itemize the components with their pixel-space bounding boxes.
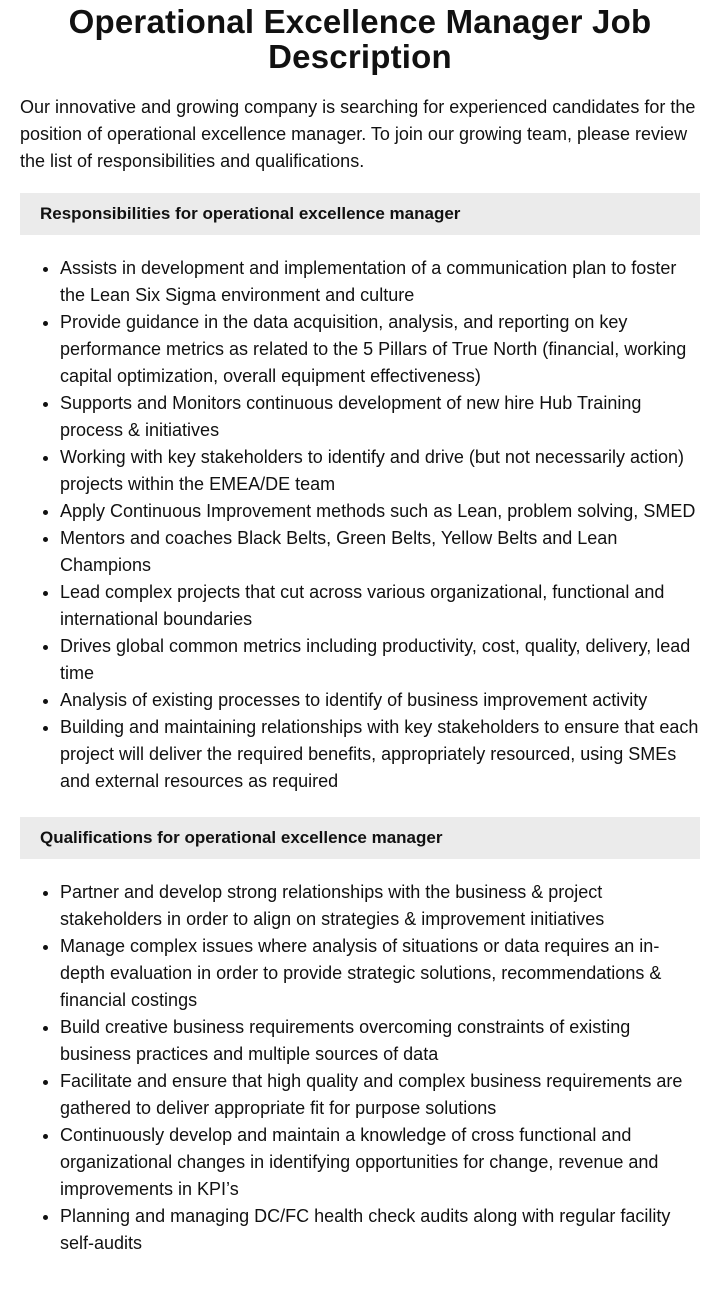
list-item: • Provide guidance in the data acquisition, analysis, and reporting on key performance metrics as related to the 5 Pillars of True North (financial, working capital optimization, overall equipment effectiveness) [60,309,700,390]
responsibilities-heading: Responsibilities for operational excellence manager [20,193,700,235]
qualifications-list [20,879,700,1257]
list-item: • Manage complex issues where analysis of situations or data requires an in-depth evaluation in order to provide strategic solutions, recommendations & financial costings [60,933,700,1014]
list-item: • Assists in development and implementation of a communication plan to foster the Lean Six Sigma environment and culture [60,255,700,309]
list-item: • Facilitate and ensure that high quality and complex business requirements are gathered to deliver appropriate fit for purpose solutions [60,1068,700,1122]
job-description-page [0,4,720,1257]
page-title: Operational Excellence Manager Job Description [68,3,652,75]
responsibilities-list [20,255,700,795]
list-item: • Planning and managing DC/FC health check audits along with regular facility self-audits [60,1203,700,1257]
qualifications-heading: Qualifications for operational excellence manager [20,817,700,859]
list-item: • Apply Continuous Improvement methods such as Lean, problem solving, SMED [60,498,700,525]
list-item: • Build creative business requirements overcoming constraints of existing business practices and multiple sources of data [60,1014,700,1068]
list-item: • Mentors and coaches Black Belts, Green Belts, Yellow Belts and Lean Champions [60,525,700,579]
list-item: • Supports and Monitors continuous development of new hire Hub Training process & initiatives [60,390,700,444]
list-item: • Working with key stakeholders to identify and drive (but not necessarily action) projects within the EMEA/DE team [60,444,700,498]
intro-paragraph: Our innovative and growing company is searching for experienced candidates for the position of operational excellence manager. To join our growing team, please review the list of responsibilities and qualifications. [20,97,696,171]
list-item: • Continuously develop and maintain a knowledge of cross functional and organizational changes in identifying opportunities for change, revenue and improvements in KPI’s [60,1122,700,1203]
list-item: • Lead complex projects that cut across various organizational, functional and international boundaries [60,579,700,633]
list-item: • Partner and develop strong relationships with the business & project stakeholders in order to align on strategies & improvement initiatives [60,879,700,933]
list-item: • Drives global common metrics including productivity, cost, quality, delivery, lead time [60,633,700,687]
list-item: • Building and maintaining relationships with key stakeholders to ensure that each project will deliver the required benefits, appropriately resourced, using SMEs and external resources as required [60,714,700,795]
list-item: • Analysis of existing processes to identify of business improvement activity [60,687,700,714]
